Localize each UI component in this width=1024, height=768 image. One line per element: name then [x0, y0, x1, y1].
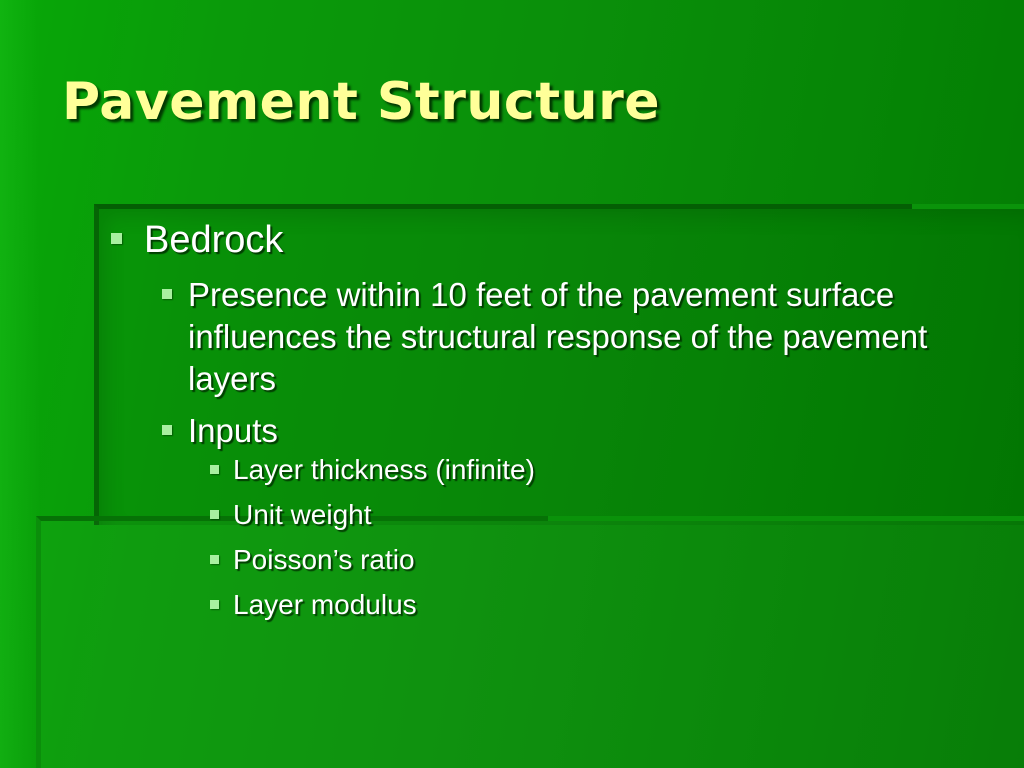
square-bullet-icon: [210, 465, 219, 474]
bullet-item-bedrock: [104, 216, 984, 264]
slide-title: Pavement Structure: [62, 72, 660, 132]
input-item-text: Unit weight: [233, 499, 372, 530]
input-item-unit-weight: [104, 498, 984, 532]
sub-bullet-inputs: [104, 410, 984, 452]
input-item-text: Poisson’s ratio: [233, 544, 415, 575]
bullet-list: [104, 216, 984, 622]
background-panel-upper-edge: [912, 204, 1024, 209]
input-item-poissons-ratio: [104, 543, 984, 577]
square-bullet-icon: [210, 555, 219, 564]
square-bullet-icon: [210, 510, 219, 519]
square-bullet-icon: [111, 233, 122, 244]
left-glow-decoration: [0, 0, 40, 768]
square-bullet-icon: [210, 600, 219, 609]
sub-bullet-text: Inputs: [188, 412, 278, 449]
sub-bullet-presence: [104, 274, 984, 400]
input-item-layer-modulus: [104, 588, 984, 622]
input-item-layer-thickness: [104, 453, 984, 487]
input-item-text: Layer modulus: [233, 589, 417, 620]
square-bullet-icon: [162, 425, 172, 435]
sub-bullet-text: Presence within 10 feet of the pavement surface influences the structural response of the pavement layers: [188, 276, 928, 397]
square-bullet-icon: [162, 289, 172, 299]
input-item-text: Layer thickness (infinite): [233, 454, 535, 485]
bullet-text: Bedrock: [144, 219, 284, 261]
